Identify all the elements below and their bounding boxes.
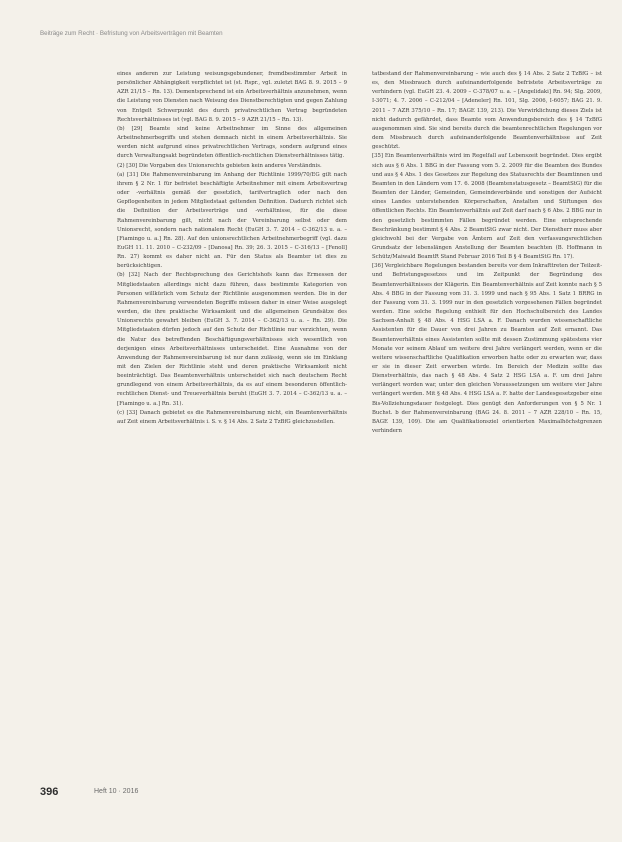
paragraph: tatbestand der Rahmenvereinbarung – wie auch des § 14 Abs. 2 Satz 2 TzBfG – ist es, den Missbrauch durch aufeinanderfolgende befristete Arbeitsverträge zu verhindern (vgl. EuGH 23. 4. 2009 – C-378/07 u. a. – [Angelidaki] Rn. 94; Slg. 2009, I-3071; 4. 7. 2006 – C-212/04 – [Adeneler] Rn. 101, Slg. 2006, I-6057; BAG 21. 9. 2011 – 7 AZR 375/10 – Rn. 17; BAGE 139, 213). Die Verwirklichung dieses Ziels ist nicht dadurch gefährdet, dass Beamte vom Anwendungsbereich des § 14 TzBfG ausgenommen sind. Sie sind bereits durch die beamtenrechtlichen Regelungen vor dem Missbrauch durch aufeinanderfolgende Beamtenverhältnisse auf Zeit geschützt. [372, 71, 602, 151]
paragraph: (c) [33] Danach gebietet es die Rahmenvereinbarung nicht, ein Beamtenverhältnis auf Zeit einem Arbeitsverhältnis i. S. v. § 14 Abs. 2 Satz 2 TzBfG gleichzustellen. [117, 409, 347, 425]
paragraph: (b) [29] Beamte sind keine Arbeitnehmer im Sinne des allgemeinen Arbeitnehmerbegriffs und stehen demnach nicht in einem Arbeitsverhältnis. Sie werden nicht aufgrund eines privatrechtlichen Vertrags, sondern aufgrund eines durch Verwaltungsakt begründeten öffentlich-rechtlichen Dienstverhältnisses tätig. [117, 125, 347, 160]
running-head: Beiträge zum Recht · Befristung von Arbeitsverträgen mit Beamten [40, 30, 223, 37]
paragraph: eines anderen zur Leistung weisungsgebundener, fremdbestimmter Arbeit in persönlicher Abhängigkeit verpflichtet ist (st. Rspr., vgl. zuletzt BAG 8. 9. 2015 – 9 AZR 21/15 – Rn. 13). Dementsprechend ist ein Arbeitsverhältnis anzunehmen, wenn die Leistung von Diensten nach Weisung des Dienstberechtigten und gegen Zahlung von Entgelt Schwerpunkt des durch privatrechtlichen Vertrag begründeten Rechtsverhältnisses ist (vgl. BAG 8. 9. 2015 – 9 AZR 21/15 – Rn. 13). [117, 71, 347, 123]
paragraph: [35] Ein Beamtenverhältnis wird im Regelfall auf Lebenszeit begründet. Dies ergibt sich aus § 6 Abs. 1 BBG in der Fassung vom 5. 2. 2009 für die Beamten des Bundes und aus § 4 Abs. 1 des Gesetzes zur Regelung des Statusrechts der Beamtinnen und Beamten in den Ländern vom 17. 6. 2008 (Beamtenstatusgesetz – BeamtStG) für die Beamten der Länder, Gemeinden, Gemeindeverbände und sonstigen der Aufsicht eines Landes unterstehenden Körperschaften, Anstalten und Stiftungen des öffentlichen Rechts. Ein Beamtenverhältnis auf Zeit darf nach § 6 Abs. 2 BBG nur in den gesetzlich bestimmten Fällen begründet werden. Eine entsprechende Beschränkung bestimmt § 4 Abs. 2 BeamtStG zwar nicht. Der Dienstherr muss aber gleichwohl bei der Vergabe von Ämtern auf Zeit den verfassungsrechtlichen Grundsatz der lebenslängen Anstellung der Beamten beachten (B. Hoffmann in Schütz/Maiwald BeamtR Stand Februar 2016 Teil B § 4 BeamtStG Rn. 17). [372, 153, 602, 261]
paragraph: [36] Vergleichbare Regelungen bestanden bereits vor dem Inkrafttreten der Teilzeit- und Befristungsgesetzes und im Zeitpunkt der Begründung des Beamtenverhältnisses der Klägerin. Ein Beamtenverhältnis auf Zeit konnte nach § 5 Abs. 4 BBG in der Fassung vom 31. 3. 1999 und nach § 95 Abs. 1 Satz 1 BRRG in der Fassung vom 31. 3. 1999 nur in den gesetzlich vorgesehenen Fällen begründet werden. Eine solche Regelung enthielt für den Hochschulbereich des Landes Sachsen-Anhalt § 48 Abs. 4 HSG LSA a. F. Danach wurden wissenschaftliche Assistenten für die Dauer von drei Jahren zu Beamten auf Zeit ernannt. Das Beamtenverhältnis eines Assistenten sollte mit dessen Zustimmung spätestens vier Monate vor seinem Ablauf um weitere drei Jahre verlängert werden, wenn er die weitere wissenschaftliche Qualifikation erworben hatte oder zu erwarten war, dass er sie in dieser Zeit erwerben würde. Im Bereich der Medizin sollte das Dienstverhältnis, das nach § 48 Abs. 4 Satz 2 HSG LSA a. F. um drei Jahre verlängert worden war, unter den gleichen Voraussetzungen um weitere vier Jahre verlängert werden. Mit § 48 Abs. 4 HSG LSA a. F. hatte der Landesgesetzgeber eine Bis-Vollziehungsdauer festgelegt. Dies genügt den Anforderungen von § 5 Nr. 1 Buchst. b der Rahmenvereinbarung (BAG 24. 8. 2011 – 7 AZR 228/10 – Rn. 15, BAGE 139, 109). Die am Qualifikationsziel orientierten Maximalhöchstgrenzen verhindern [372, 263, 602, 435]
right-column [372, 70, 602, 840]
paragraph: (b) [32] Nach der Rechtsprechung des Gerichtshofs kann das Ermessen der Mitgliedstaaten allerdings nicht dazu führen, dass bestimmte Kategorien von Personen willkürlich vom Schutz der Richtlinie ausgenommen werden. Die in der Rahmenvereinbarung verwendeten Begriffe müssen daher in einer Weise ausgelegt werden, die ihre praktische Wirksamkeit und die allgemeinen Grundsätze des Unionsrechts gewahrt bleiben (EuGH 3. 7. 2014 – C-362/13 u. a. – Rn. 29). Die Mitgliedstaaten dürfen jedoch auf den Schutz der Richtlinie nur verzichten, wenn die Natur des betreffenden Beschäftigungsverhältnisses sich wesentlich von derjenigen eines Arbeitsverhältnisses unterscheidet. Eine Ausnahme von der Anwendung der Rahmenvereinbarung ist nur dann zulässig, wenn sie im Einklang mit den Zielen der Richtlinie steht und deren praktische Wirksamkeit nicht beeinträchtigt. Das Beamtenverhältnis unterscheidet sich nach deutschem Recht grundlegend von einem Arbeitsverhältnis, da es auf einem besonderen öffentlich-rechtlichen Dienst- und Treueverhältnis beruht (EuGH 3. 7. 2014 – C-362/13 u. a. – [Fiamingo u. a.] Rn. 31). [117, 272, 347, 407]
issue-label: Heft 10 · 2016 [94, 788, 139, 795]
left-column [117, 70, 347, 840]
page-number: 396 [40, 786, 59, 798]
paragraph: (2) [30] Die Vorgaben des Unionsrechts gebieten kein anderes Verständnis. [117, 162, 322, 169]
paragraph: (a) [31] Die Rahmenvereinbarung im Anhang der Richtlinie 1999/70/EG gilt nach ihrem § 2 Nr. 1 für befristet beschäftigte Arbeitnehmer mit einem Arbeitsvertrag oder -verhältnis gemäß der gesetzlich, tarifvertraglich oder nach den Gepflogenheiten in jedem Mitgliedstaat geltenden Definition. Dadurch richtet sich die Definition der Arbeitsverträge und -verhältnisse, für die diese Rahmenvereinbarung gilt, nicht nach der Vereinbarung selbst oder dem Unionsrecht, sondern nach nationalem Recht (EuGH 3. 7. 2014 – C-362/13 u. a. – [Fiamingo u. a.] Rn. 28). Auf den unionsrechtlichen Arbeitnehmerbegriff (vgl. dazu EuGH 11. 11. 2010 – C-232/09 – [Danosa] Rn. 39; 26. 3. 2015 – C-316/13 – [Fenoll] Rn. 27) kommt es daher nicht an. Für den Status als Beamter ist dies zu berücksichtigen. [117, 171, 347, 270]
page-footer [40, 786, 580, 800]
